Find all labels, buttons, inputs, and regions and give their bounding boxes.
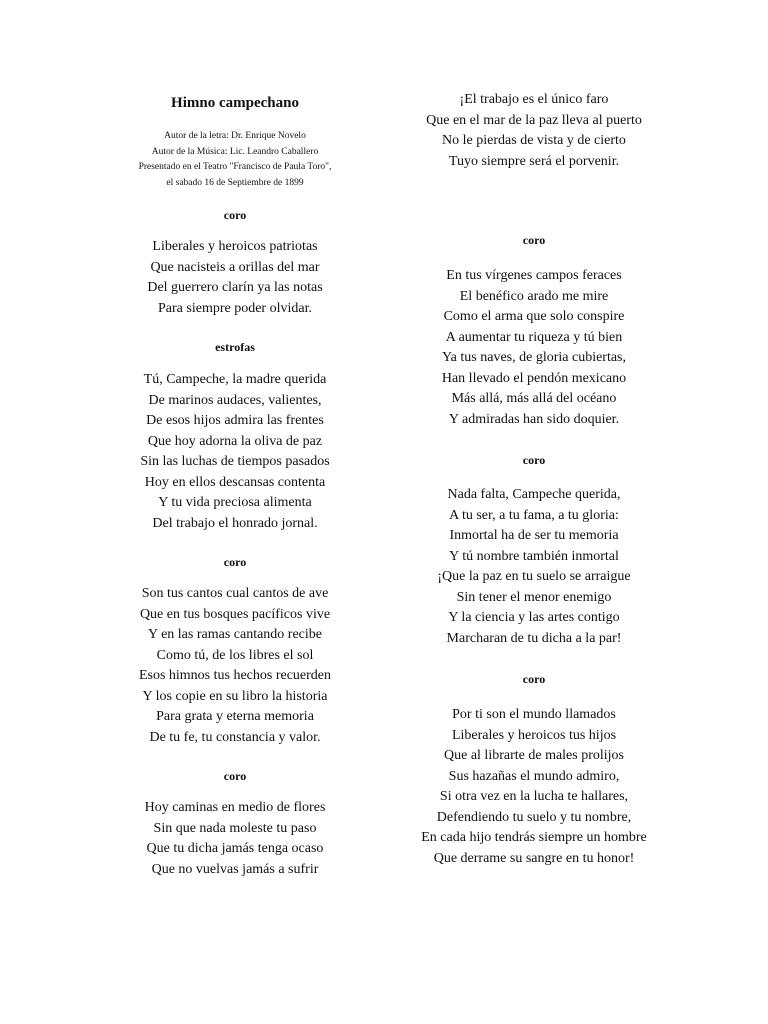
verse-line: Sus hazañas el mundo admiro,	[448, 768, 620, 784]
verse-line: Tú, Campeche, la madre querida	[143, 372, 327, 387]
verse-line: De tu fe, tu constancia y valor.	[149, 729, 321, 745]
verse-line: A aumentar tu riqueza y tú bien	[445, 329, 623, 345]
estrofas-heading: estrofas	[215, 340, 255, 354]
verse-line: Defendiendo tu suelo y tu nombre,	[436, 809, 632, 825]
coro-heading: coro	[223, 769, 247, 783]
coro-heading: coro	[223, 555, 247, 569]
verse-line: En tus vírgenes campos feraces	[446, 268, 622, 283]
verse-line: Como el arma que solo conspire	[443, 309, 625, 324]
verse-line: Que hoy adorna la oliva de paz	[147, 433, 323, 449]
verse-line: Marcharan de tu dicha a la par!	[446, 630, 622, 646]
verse-line: Si otra vez en la lucha te hallares,	[439, 789, 629, 804]
verse-line: Nada falta, Campeche querida,	[447, 487, 621, 502]
coro-heading: coro	[522, 233, 546, 247]
verse-line: Hoy en ellos descansas contenta	[144, 474, 326, 490]
verse-line: De marinos audaces, valientes,	[148, 392, 322, 408]
credit-premiere-venue: Presentado en el Teatro "Francisco de Paula Toro",	[138, 162, 332, 172]
verse-line: Han llevado el pendón mexicano	[441, 370, 627, 386]
verse-line: Que no vuelvas jamás a sufrir	[151, 861, 319, 877]
verse-line: Liberales y heroicos patriotas	[152, 239, 318, 254]
verse-line: Que tu dicha jamás tenga ocaso	[146, 841, 324, 856]
verse-line: Que en el mar de la paz lleva al puerto	[426, 112, 642, 128]
coro-heading: coro	[522, 672, 546, 686]
stanza-5	[405, 485, 663, 649]
verse-line: Y admiradas han sido doquier.	[448, 411, 620, 427]
credit-lyrics-author: Autor de la letra: Dr. Enrique Novelo	[164, 131, 306, 141]
verse-line: Sin tener el menor enemigo	[456, 589, 612, 605]
verse-line: Ya tus naves, de gloria cubiertas,	[441, 350, 627, 365]
stanza-3-start	[120, 798, 350, 880]
verse-line: Sin las luchas de tiempos pasados	[140, 454, 330, 469]
verse-line: A tu ser, a tu fama, a tu gloria:	[449, 507, 619, 523]
verse-line: No le pierdas de vista y de cierto	[442, 133, 626, 148]
verse-line: Que en tus bosques pacíficos vive	[139, 606, 331, 622]
verse-line: Son tus cantos cual cantos de ave	[141, 586, 329, 601]
right-column	[405, 90, 663, 869]
verse-line: Y la ciencia y las artes contigo	[448, 610, 620, 625]
verse-line: Hoy caminas en medio de flores	[144, 800, 326, 815]
verse-line: Que al librarte de males prolijos	[444, 748, 624, 763]
credits-block	[120, 129, 350, 191]
verse-line: Y los copie en su libro la historia	[142, 688, 328, 704]
verse-line: Para grata y eterna memoria	[156, 709, 314, 724]
left-column	[120, 93, 350, 880]
verse-line: Y tú nombre también inmortal	[449, 548, 619, 564]
stanza-4	[405, 266, 663, 430]
verse-line: ¡Que la paz en tu suelo se arraigue	[437, 569, 631, 584]
verse-line: Y tu vida preciosa alimenta	[158, 495, 312, 510]
verse-line: Tuyo siempre será el porvenir.	[448, 153, 620, 169]
page-title: Himno campechano	[171, 95, 299, 111]
coro-heading: coro	[223, 208, 247, 222]
verse-line: Del trabajo el honrado jornal.	[152, 515, 318, 531]
verse-line: Que nacisteis a orillas del mar	[150, 259, 320, 275]
verse-line: Para siempre poder olvidar.	[158, 300, 312, 316]
verse-line: El benéfico arado me mire	[459, 288, 609, 304]
verse-line: En cada hijo tendrás siempre un hombre	[421, 830, 647, 845]
verse-line: Y en las ramas cantando recibe	[147, 627, 322, 642]
verse-line: Que derrame su sangre en tu honor!	[433, 850, 635, 866]
verse-line: Liberales y heroicos tus hijos	[451, 727, 617, 743]
credit-premiere-date: el sabado 16 de Septiembre de 1899	[166, 177, 304, 188]
verse-line: Inmortal ha de ser tu memoria	[449, 528, 619, 543]
stanza-1	[120, 370, 350, 534]
stanza-2	[120, 584, 350, 748]
verse-line: Más allá, más allá del océano	[451, 391, 617, 406]
verse-line: Por ti son el mundo llamados	[452, 707, 616, 722]
coro-heading: coro	[522, 453, 546, 467]
verse-line: Del guerrero clarín ya las notas	[147, 280, 323, 295]
verse-line: Sin que nada moleste tu paso	[153, 820, 317, 836]
verse-line: Esos himnos tus hechos recuerden	[138, 668, 332, 683]
verse-line: Como tú, de los libres el sol	[156, 647, 314, 663]
verse-line: ¡El trabajo es el único faro	[459, 92, 609, 107]
stanza-6	[405, 705, 663, 869]
credit-music-author: Autor de la Música: Lic. Leandro Caballero	[151, 146, 319, 157]
coro-stanza	[120, 237, 350, 319]
stanza-3-end	[405, 90, 663, 172]
verse-line: De esos hijos admira las frentes	[146, 413, 324, 428]
